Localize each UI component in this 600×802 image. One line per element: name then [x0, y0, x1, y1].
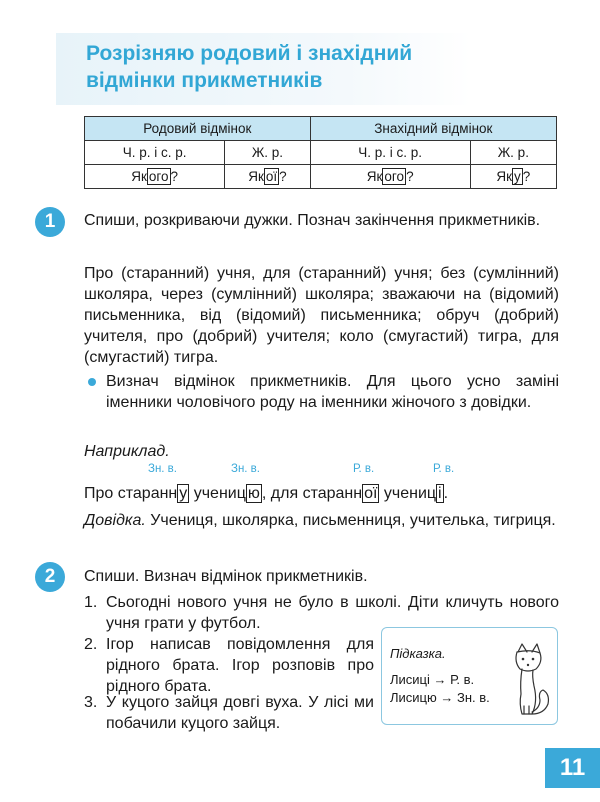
question-cell: Як ого ?: [310, 165, 470, 189]
hint-box: [381, 627, 558, 725]
case-label: Зн. в.: [148, 463, 177, 475]
case-label: Р. в.: [353, 463, 375, 475]
question-cell: Як ої ?: [225, 165, 310, 189]
reference-label: Довідка.: [84, 512, 146, 529]
example-label: Наприклад.: [84, 443, 170, 460]
genitive-header: Родовий відмінок: [85, 117, 311, 141]
bullet-dot-icon: [88, 378, 96, 386]
example-sentence: Про старанн у учениц ю , для старанн ої учениц і .: [84, 485, 449, 502]
table-header-row: [85, 117, 557, 141]
ending-box: у: [179, 485, 188, 502]
exercise-1-task: Спиши, розкриваючи дужки. Познач закінчення прикметників.: [84, 212, 541, 229]
exercise-1-number: 1: [35, 207, 65, 237]
fox-icon: [510, 642, 552, 718]
list-item: 3. У куцого зайця довгі вуха. У лісі ми побачили куцого зайця.: [84, 694, 374, 732]
table-sub-cell: Ж. р.: [470, 141, 556, 165]
arrow-icon: →: [433, 672, 447, 687]
hint-line: Лисиці → Р. в.: [390, 672, 475, 687]
accusative-header: Знахідний відмінок: [310, 117, 556, 141]
reference-block: Довідка. Учениця, школярка, письменниця, учителька, тигриця.: [84, 512, 556, 529]
exercise-2-task: Спиши. Визнач відмінок прикметників.: [84, 568, 368, 585]
list-item: 2. Ігор написав повідомлення для рідного брата. Ігор розповів про рідного брата.: [84, 636, 374, 695]
page-title: Розрізняю родовий і знахідний відмінки прикметників: [86, 42, 413, 92]
ending-box: у: [514, 169, 521, 184]
ending-box: ої: [265, 169, 278, 184]
ending-box: і: [438, 485, 442, 502]
exercise-1-body: Про (старанний) учня, для (старанний) учня; без (сумлінний) школяра, через (сумлінний) школяра; зважаючи на (відомий) письменника, від (відомий) письменника; обруч (добрий) учителя, про (добрий) учителя; коло (смугастий) тигра, для (смугастий) тигра.: [84, 265, 559, 366]
exercise-1-bullet: Визнач відмінок прикметників. Для цього усно заміні іменники чоловічого роду на іменники жіночого з довідки.: [106, 373, 559, 411]
case-label: Р. в.: [433, 463, 455, 475]
ending-box: ої: [364, 485, 378, 502]
hint-title: Підказка.: [390, 646, 446, 661]
list-item: 1. Сьогодні нового учня не було в школі. Діти кличуть нового учня грати у футбол.: [84, 594, 559, 632]
case-table: [84, 116, 557, 189]
question-cell: Як ого ?: [85, 165, 225, 189]
page-number: 11: [545, 748, 600, 788]
table-question-row: [85, 165, 557, 189]
exercise-2-number: 2: [35, 562, 65, 592]
ending-box: ю: [247, 485, 260, 502]
ending-box: ого: [148, 169, 169, 184]
ending-box: ого: [384, 169, 405, 184]
table-subheader-row: [85, 141, 557, 165]
case-label: Зн. в.: [231, 463, 260, 475]
table-sub-cell: Ч. р. і с. р.: [310, 141, 470, 165]
arrow-icon: →: [440, 690, 454, 705]
table-sub-cell: Ж. р.: [225, 141, 310, 165]
hint-line: Лисицю → Зн. в.: [390, 690, 490, 705]
table-sub-cell: Ч. р. і с. р.: [85, 141, 225, 165]
question-cell: Як у ?: [470, 165, 556, 189]
